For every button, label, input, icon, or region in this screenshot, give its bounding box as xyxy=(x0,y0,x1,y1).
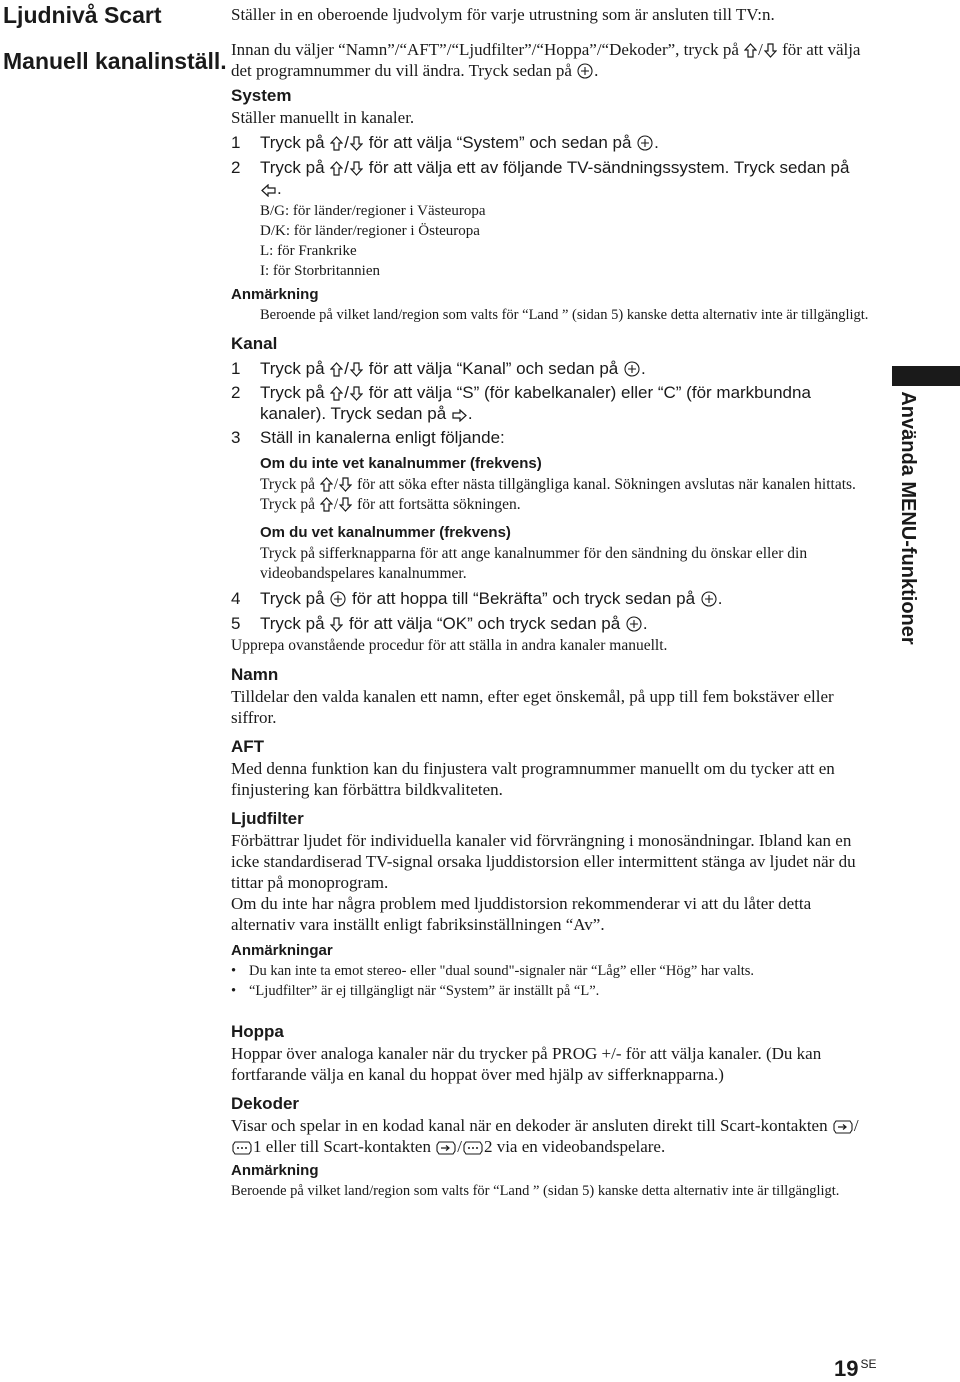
aft-heading: AFT xyxy=(231,737,265,756)
namn-heading: Namn xyxy=(231,665,279,684)
arrow-down-icon xyxy=(350,362,363,377)
kanal-step-4 xyxy=(231,588,871,609)
system-note-heading: Anmärkning xyxy=(231,286,319,303)
arrow-up-icon xyxy=(330,386,343,401)
ljudfilter-text-2: Om du inte har några problem med ljuddistorsion rekommenderar vi att du låter detta alternativ vara inställt enligt fabriksinställningen “Av”. xyxy=(231,894,812,934)
page-number xyxy=(834,1356,877,1382)
system-step-1: 1 Tryck på / för att välja “System” och sedan på . xyxy=(231,133,659,152)
step-number: 4 xyxy=(231,589,241,608)
unknown-frequency-text: Tryck på / för att söka efter nästa tillgängliga kanal. Sökningen avslutas när kanalen hittats. Tryck på / för att fortsätta sökningen. xyxy=(260,476,856,513)
system-description: Ställer manuellt in kanaler. xyxy=(231,108,415,127)
section-side-label: Använda MENU-funktioner xyxy=(897,391,919,645)
step-number: 5 xyxy=(231,614,241,633)
step-text: . xyxy=(467,404,473,423)
page-number-value: 19 xyxy=(834,1356,859,1381)
step-text: Tryck på xyxy=(260,133,325,152)
step-number: 1 xyxy=(231,133,241,152)
system-option-i: I: för Storbritannien xyxy=(260,263,380,279)
dekoder-note-heading: Anmärkning xyxy=(231,1162,319,1179)
list-item: • Du kan inte ta emot stereo- eller "dual sound"-signaler när “Låg” eller “Hög” har valts. xyxy=(231,961,871,981)
enter-button-icon xyxy=(637,135,653,151)
enter-button-icon xyxy=(577,63,593,79)
step-text: Tryck på xyxy=(260,589,325,608)
kanal-heading: Kanal xyxy=(231,334,278,353)
unknown-frequency-heading: Om du inte vet kanalnummer (frekvens) xyxy=(260,455,542,472)
dekoder-text-a: Visar och spelar in en kodad kanal när en dekoder är ansluten direkt till Scart-kontakten xyxy=(231,1116,828,1135)
step-text: för att välja ett av följande TV-sändningssystem. Tryck sedan på xyxy=(368,158,850,177)
arrow-up-icon xyxy=(330,362,343,377)
sidebar-heading-manuell-kanalinstall: Manuell kanalinställ. xyxy=(3,48,227,74)
system-step-2: 2 Tryck på / för att välja ett av följande TV-sändningssystem. Tryck sedan på . xyxy=(231,158,850,198)
ljudniva-description: Ställer in en oberoende ljudvolym för varje utrustning som är ansluten till TV:n. xyxy=(231,5,775,24)
enter-button-icon xyxy=(626,616,642,632)
system-note-text: Beroende på vilket land/region som valts för “Land ” (sidan 5) kanske detta alternativ inte är tillgängligt. xyxy=(260,307,869,323)
known-frequency-text: Tryck på sifferknapparna för att ange kanalnummer för den sändning du önskar eller din videobandspelares kanalnummer. xyxy=(260,545,808,582)
scart-connector-icon xyxy=(463,1141,483,1155)
step-text: Tryck på xyxy=(260,158,325,177)
system-heading: System xyxy=(231,86,292,105)
arrow-down-icon xyxy=(350,386,363,401)
arrow-down-icon xyxy=(330,617,343,632)
arrow-right-icon xyxy=(452,409,467,422)
ljudfilter-heading: Ljudfilter xyxy=(231,809,304,828)
step-text: Ställ in kanalerna enligt följande: xyxy=(260,428,505,447)
step-text: för att välja “System” och sedan på xyxy=(368,133,632,152)
dekoder-text-b: 1 eller till Scart-kontakten xyxy=(253,1137,431,1156)
step-text: för att välja “Kanal” och sedan på xyxy=(368,359,619,378)
list-item: • “Ljudfilter” är ej tillgängligt när “System” är inställt på “L”. xyxy=(231,981,871,1001)
main-content xyxy=(231,4,871,1201)
arrow-down-icon xyxy=(339,497,352,512)
arrow-left-icon xyxy=(261,184,276,197)
ljudfilter-notes-list xyxy=(231,961,871,1001)
step-text: . xyxy=(642,614,648,633)
step-text: för att hoppa till “Bekräfta” och tryck sedan på xyxy=(352,589,696,608)
scart-input-icon xyxy=(436,1141,456,1155)
arrow-up-icon xyxy=(330,136,343,151)
system-option-bg: B/G: för länder/regioner i Västeuropa xyxy=(260,203,486,219)
known-frequency-heading: Om du vet kanalnummer (frekvens) xyxy=(260,524,511,541)
system-option-dk: D/K: för länder/regioner i Östeuropa xyxy=(260,223,480,239)
namn-text: Tilldelar den valda kanalen ett namn, efter eget önskemål, på upp till fem bokstäver eller siffror. xyxy=(231,687,834,727)
dekoder-text-c: 2 via en videobandspelare. xyxy=(483,1137,666,1156)
arrow-down-icon xyxy=(350,136,363,151)
hoppa-heading: Hoppa xyxy=(231,1022,284,1041)
step-text: . xyxy=(640,359,646,378)
step-number: 3 xyxy=(231,428,241,447)
kanal-step-1: 1 Tryck på / för att välja “Kanal” och sedan på . xyxy=(231,359,646,378)
step-text: . xyxy=(717,589,723,608)
kanal-step-3-details xyxy=(231,453,871,584)
enter-button-icon xyxy=(624,361,640,377)
manual-intro-text-a: Innan du väljer “Namn”/“AFT”/“Ljudfilter”/“Hoppa”/“Dekoder”, tryck på xyxy=(231,40,739,59)
sidebar-heading-ljudniva-scart: Ljudnivå Scart xyxy=(3,2,162,28)
manual-intro-paragraph: Innan du väljer “Namn”/“AFT”/“Ljudfilter”/“Hoppa”/“Dekoder”, tryck på / för att välja det programnummer du vill ändra. Tryck sedan på . xyxy=(231,40,861,80)
ljudfilter-text-1: Förbättrar ljudet för individuella kanaler vid förvrängning i monosändningar. Ibland kan en icke standardiserad TV-signal orsaka ljuddistorsion eller intermittent stänga av ljudet när du tittar på monoprogram. xyxy=(231,831,856,892)
enter-button-icon xyxy=(330,591,346,607)
aft-text: Med denna funktion kan du finjustera valt programnummer manuellt om du tycker att en finjustering kan förbättra bildkvaliteten. xyxy=(231,759,835,799)
arrow-up-icon xyxy=(330,161,343,176)
arrow-down-icon xyxy=(350,161,363,176)
arrow-down-icon xyxy=(339,477,352,492)
step-text: för att välja “S” (för kabelkanaler) eller “C” (för markbundna kanaler). Tryck sedan på xyxy=(260,383,811,423)
system-options-list xyxy=(231,201,871,281)
arrow-up-icon xyxy=(320,497,333,512)
step-text: . xyxy=(654,133,659,152)
sub-text-c: för att fortsätta sökningen. xyxy=(357,496,521,513)
system-option-l: L: för Frankrike xyxy=(260,243,357,259)
arrow-up-icon xyxy=(744,43,757,58)
arrow-up-icon xyxy=(320,477,333,492)
dekoder-heading: Dekoder xyxy=(231,1094,300,1113)
step-text: Tryck på xyxy=(260,614,325,633)
page-language-code: SE xyxy=(860,1357,877,1371)
manual-intro-text-b: för att välja det programnummer du vill ändra. Tryck sedan på xyxy=(231,40,861,80)
scart-input-icon xyxy=(833,1120,853,1134)
dekoder-note-text: Beroende på vilket land/region som valts för “Land ” (sidan 5) kanske detta alternativ inte är tillgängligt. xyxy=(231,1183,840,1199)
sub-text-a: Tryck på xyxy=(260,476,315,493)
step-number: 1 xyxy=(231,359,241,378)
scart-connector-icon xyxy=(232,1141,252,1155)
arrow-down-icon xyxy=(764,43,777,58)
hoppa-text: Hoppar över analoga kanaler när du trycker på PROG +/- för att välja kanaler. (Du kan fortfarande välja en kanal du hoppat över med hjälp av sifferknapparna.) xyxy=(231,1044,822,1084)
dekoder-text: Visar och spelar in en kodad kanal när en dekoder är ansluten direkt till Scart-kontakten /1 eller till Scart-kontakten / 2 via en videobandspelare. xyxy=(231,1116,859,1156)
step-text: Tryck på xyxy=(260,383,325,402)
manual-intro-text-c: . xyxy=(594,61,599,80)
kanal-step-2: 2 Tryck på / för att välja “S” (för kabelkanaler) eller “C” (för markbundna kanaler). Tryck sedan på . xyxy=(231,383,811,423)
step-text: . xyxy=(277,179,282,198)
enter-button-icon xyxy=(701,591,717,607)
kanal-repeat-text: Upprepa ovanstående procedur för att ställa in andra kanaler manuellt. xyxy=(231,637,668,654)
ljudfilter-notes-heading: Anmärkningar xyxy=(231,942,333,959)
step-text: Tryck på xyxy=(260,359,325,378)
step-number: 2 xyxy=(231,158,241,177)
sub-text-b: för att söka efter nästa tillgängliga kanal. Sökningen avslutas när kanalen hittats. Tryck på xyxy=(260,476,856,513)
step-number: 2 xyxy=(231,383,241,402)
step-text: för att välja “OK” och tryck sedan på xyxy=(349,614,621,633)
kanal-step-5 xyxy=(231,613,871,634)
kanal-step-3 xyxy=(231,427,871,448)
